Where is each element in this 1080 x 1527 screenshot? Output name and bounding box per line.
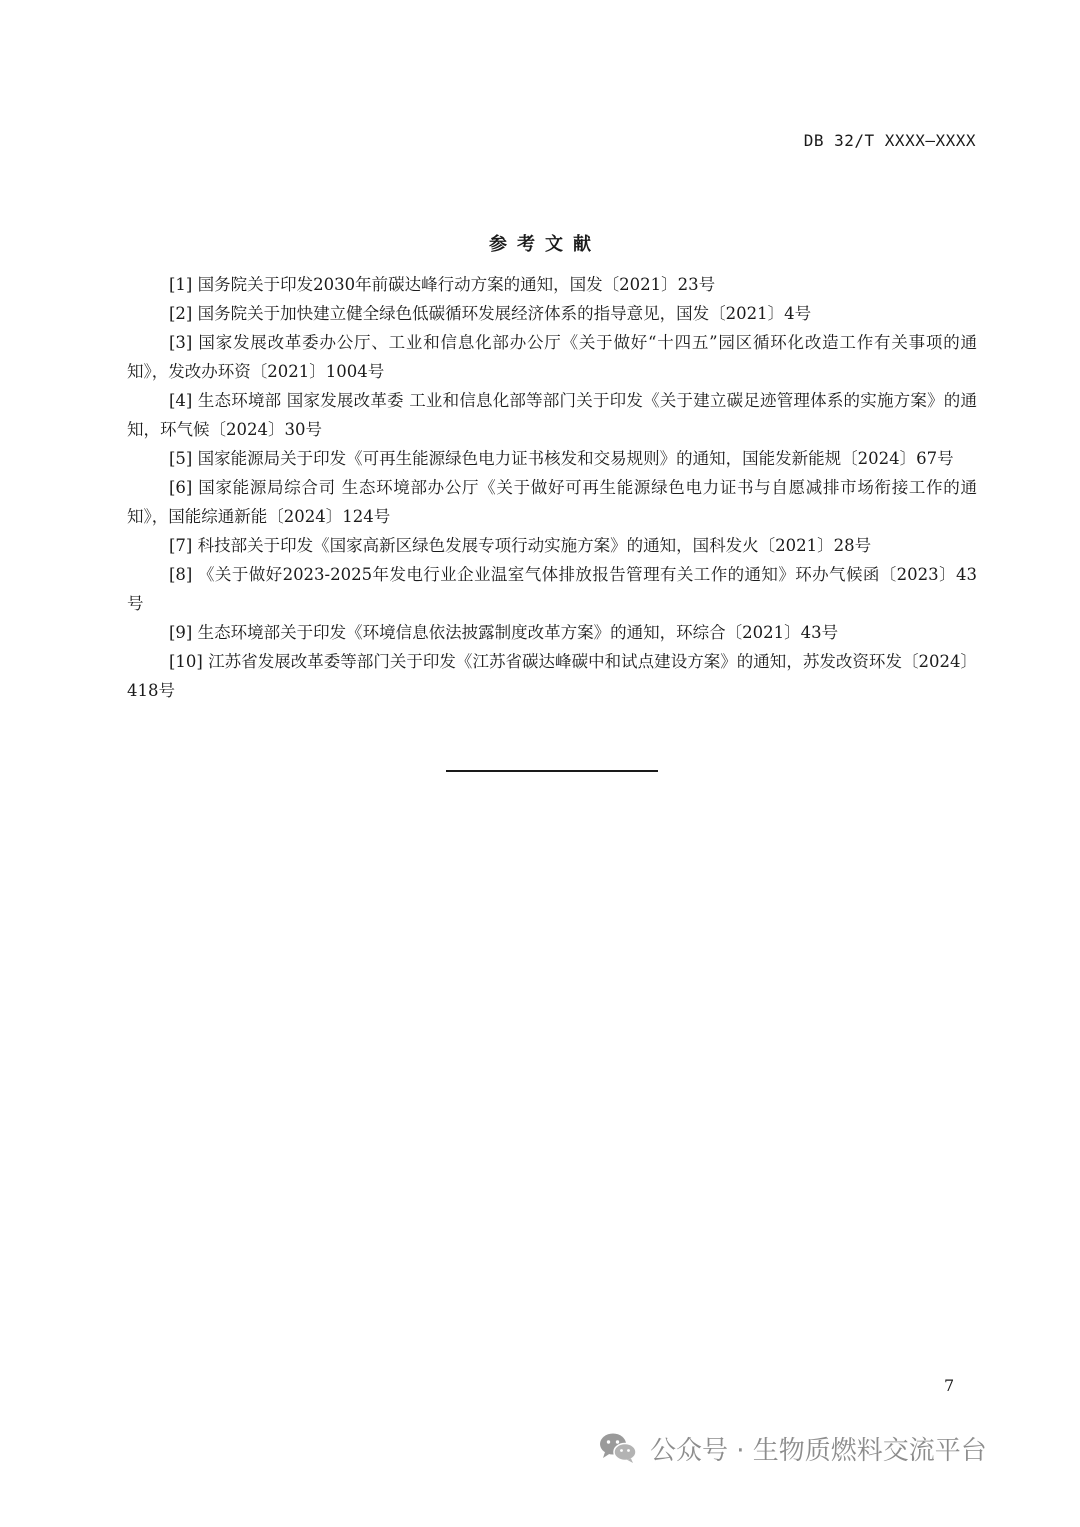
references-title: 参考文献: [489, 234, 601, 255]
reference-item: [1] 国务院关于印发2030年前碳达峰行动方案的通知，国发〔2021〕23号: [169, 275, 716, 294]
wechat-icon: [598, 1431, 638, 1465]
reference-item: [3] 国家发展改革委办公厅、工业和信息化部办公厅《关于做好“十四五”园区循环化改造工作有关事项的通知》，发改办环资〔2021〕1004号: [127, 333, 977, 381]
reference-item: [5] 国家能源局关于印发《可再生能源绿色电力证书核发和交易规则》的通知，国能发新能规〔2024〕67号: [169, 449, 954, 468]
document-code: DB 32/T XXXX—XXXX: [803, 131, 976, 150]
reference-item: [7] 科技部关于印发《国家高新区绿色发展专项行动实施方案》的通知，国科发火〔2021〕28号: [169, 536, 872, 555]
watermark: [598, 1428, 987, 1468]
end-rule: [446, 770, 658, 772]
reference-item: [2] 国务院关于加快建立健全绿色低碳循环发展经济体系的指导意见，国发〔2021〕4号: [169, 304, 812, 323]
reference-item: [4] 生态环境部 国家发展改革委 工业和信息化部等部门关于印发《关于建立碳足迹管理体系的实施方案》的通知，环气候〔2024〕30号: [127, 391, 977, 439]
reference-list: [127, 270, 977, 705]
watermark-text: 公众号 · 生物质燃料交流平台: [650, 1435, 987, 1466]
reference-item: [9] 生态环境部关于印发《环境信息依法披露制度改革方案》的通知，环综合〔2021〕43号: [169, 623, 839, 642]
reference-item: [6] 国家能源局综合司 生态环境部办公厅《关于做好可再生能源绿色电力证书与自愿减排市场衔接工作的通知》，国能综通新能〔2024〕124号: [127, 478, 977, 526]
reference-item: [8] 《关于做好2023-2025年发电行业企业温室气体排放报告管理有关工作的通知》环办气候函〔2023〕43号: [127, 565, 977, 613]
page-number: 7: [944, 1376, 955, 1395]
reference-item: [10] 江苏省发展改革委等部门关于印发《江苏省碳达峰碳中和试点建设方案》的通知，苏发改资环发〔2024〕418号: [127, 652, 977, 700]
